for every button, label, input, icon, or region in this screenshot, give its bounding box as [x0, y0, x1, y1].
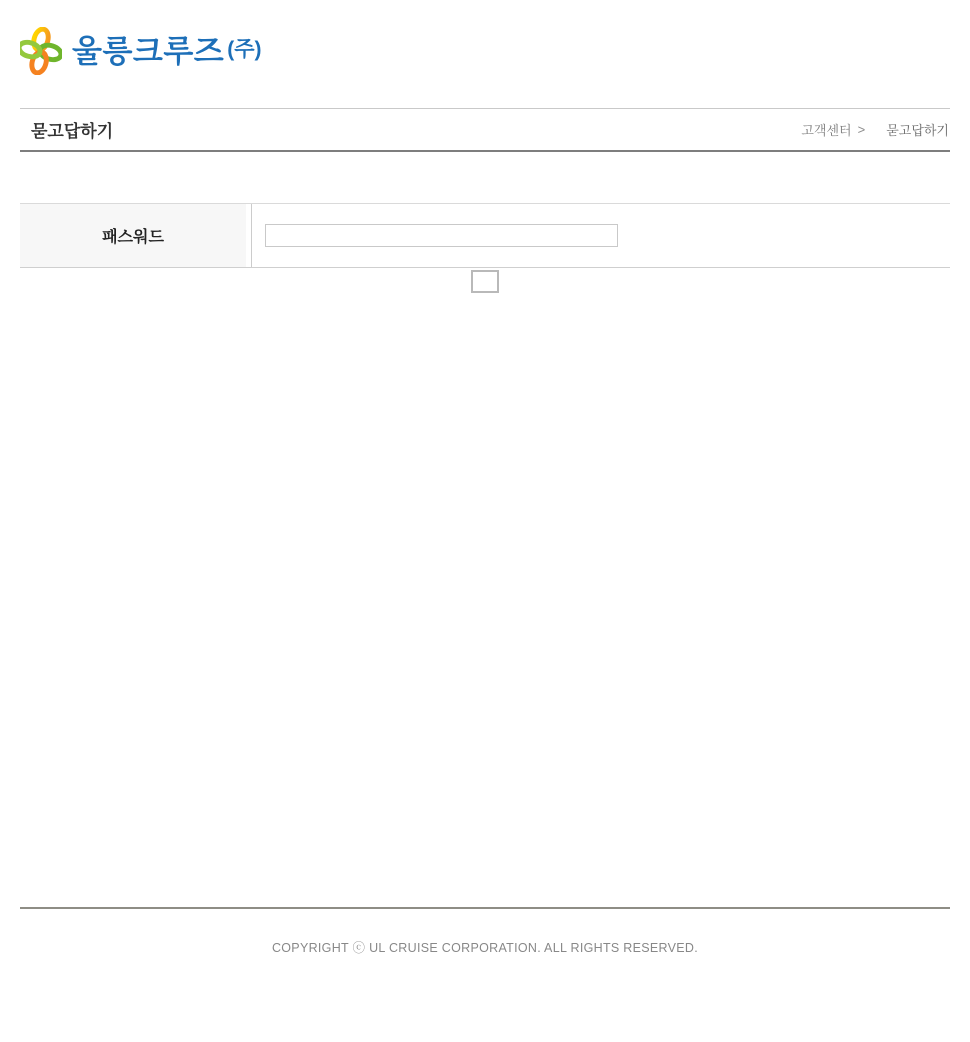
title-bar [20, 108, 950, 152]
logo-flower-icon [20, 27, 62, 75]
breadcrumb [801, 120, 950, 139]
breadcrumb-current[interactable]: 묻고답하기 [886, 123, 949, 138]
company-suffix: (주) [227, 37, 262, 61]
password-input[interactable] [265, 224, 618, 247]
breadcrumb-separator: > [857, 122, 866, 137]
copyright-text: COPYRIGHT ⓒ UL CRUISE CORPORATION. ALL RIGHTS RESERVED. [271, 941, 699, 955]
password-form-table [20, 203, 950, 268]
password-label-cell [20, 204, 252, 267]
company-name: 울릉크루즈 [72, 33, 225, 69]
footer-divider [20, 907, 950, 909]
page-title: 묻고답하기 [31, 122, 114, 141]
password-label: 패스워드 [102, 229, 164, 246]
password-input-cell [252, 204, 950, 267]
confirm-button[interactable] [471, 270, 499, 293]
breadcrumb-customer-center[interactable]: 고객센터 [801, 123, 852, 138]
logo[interactable] [20, 27, 262, 75]
